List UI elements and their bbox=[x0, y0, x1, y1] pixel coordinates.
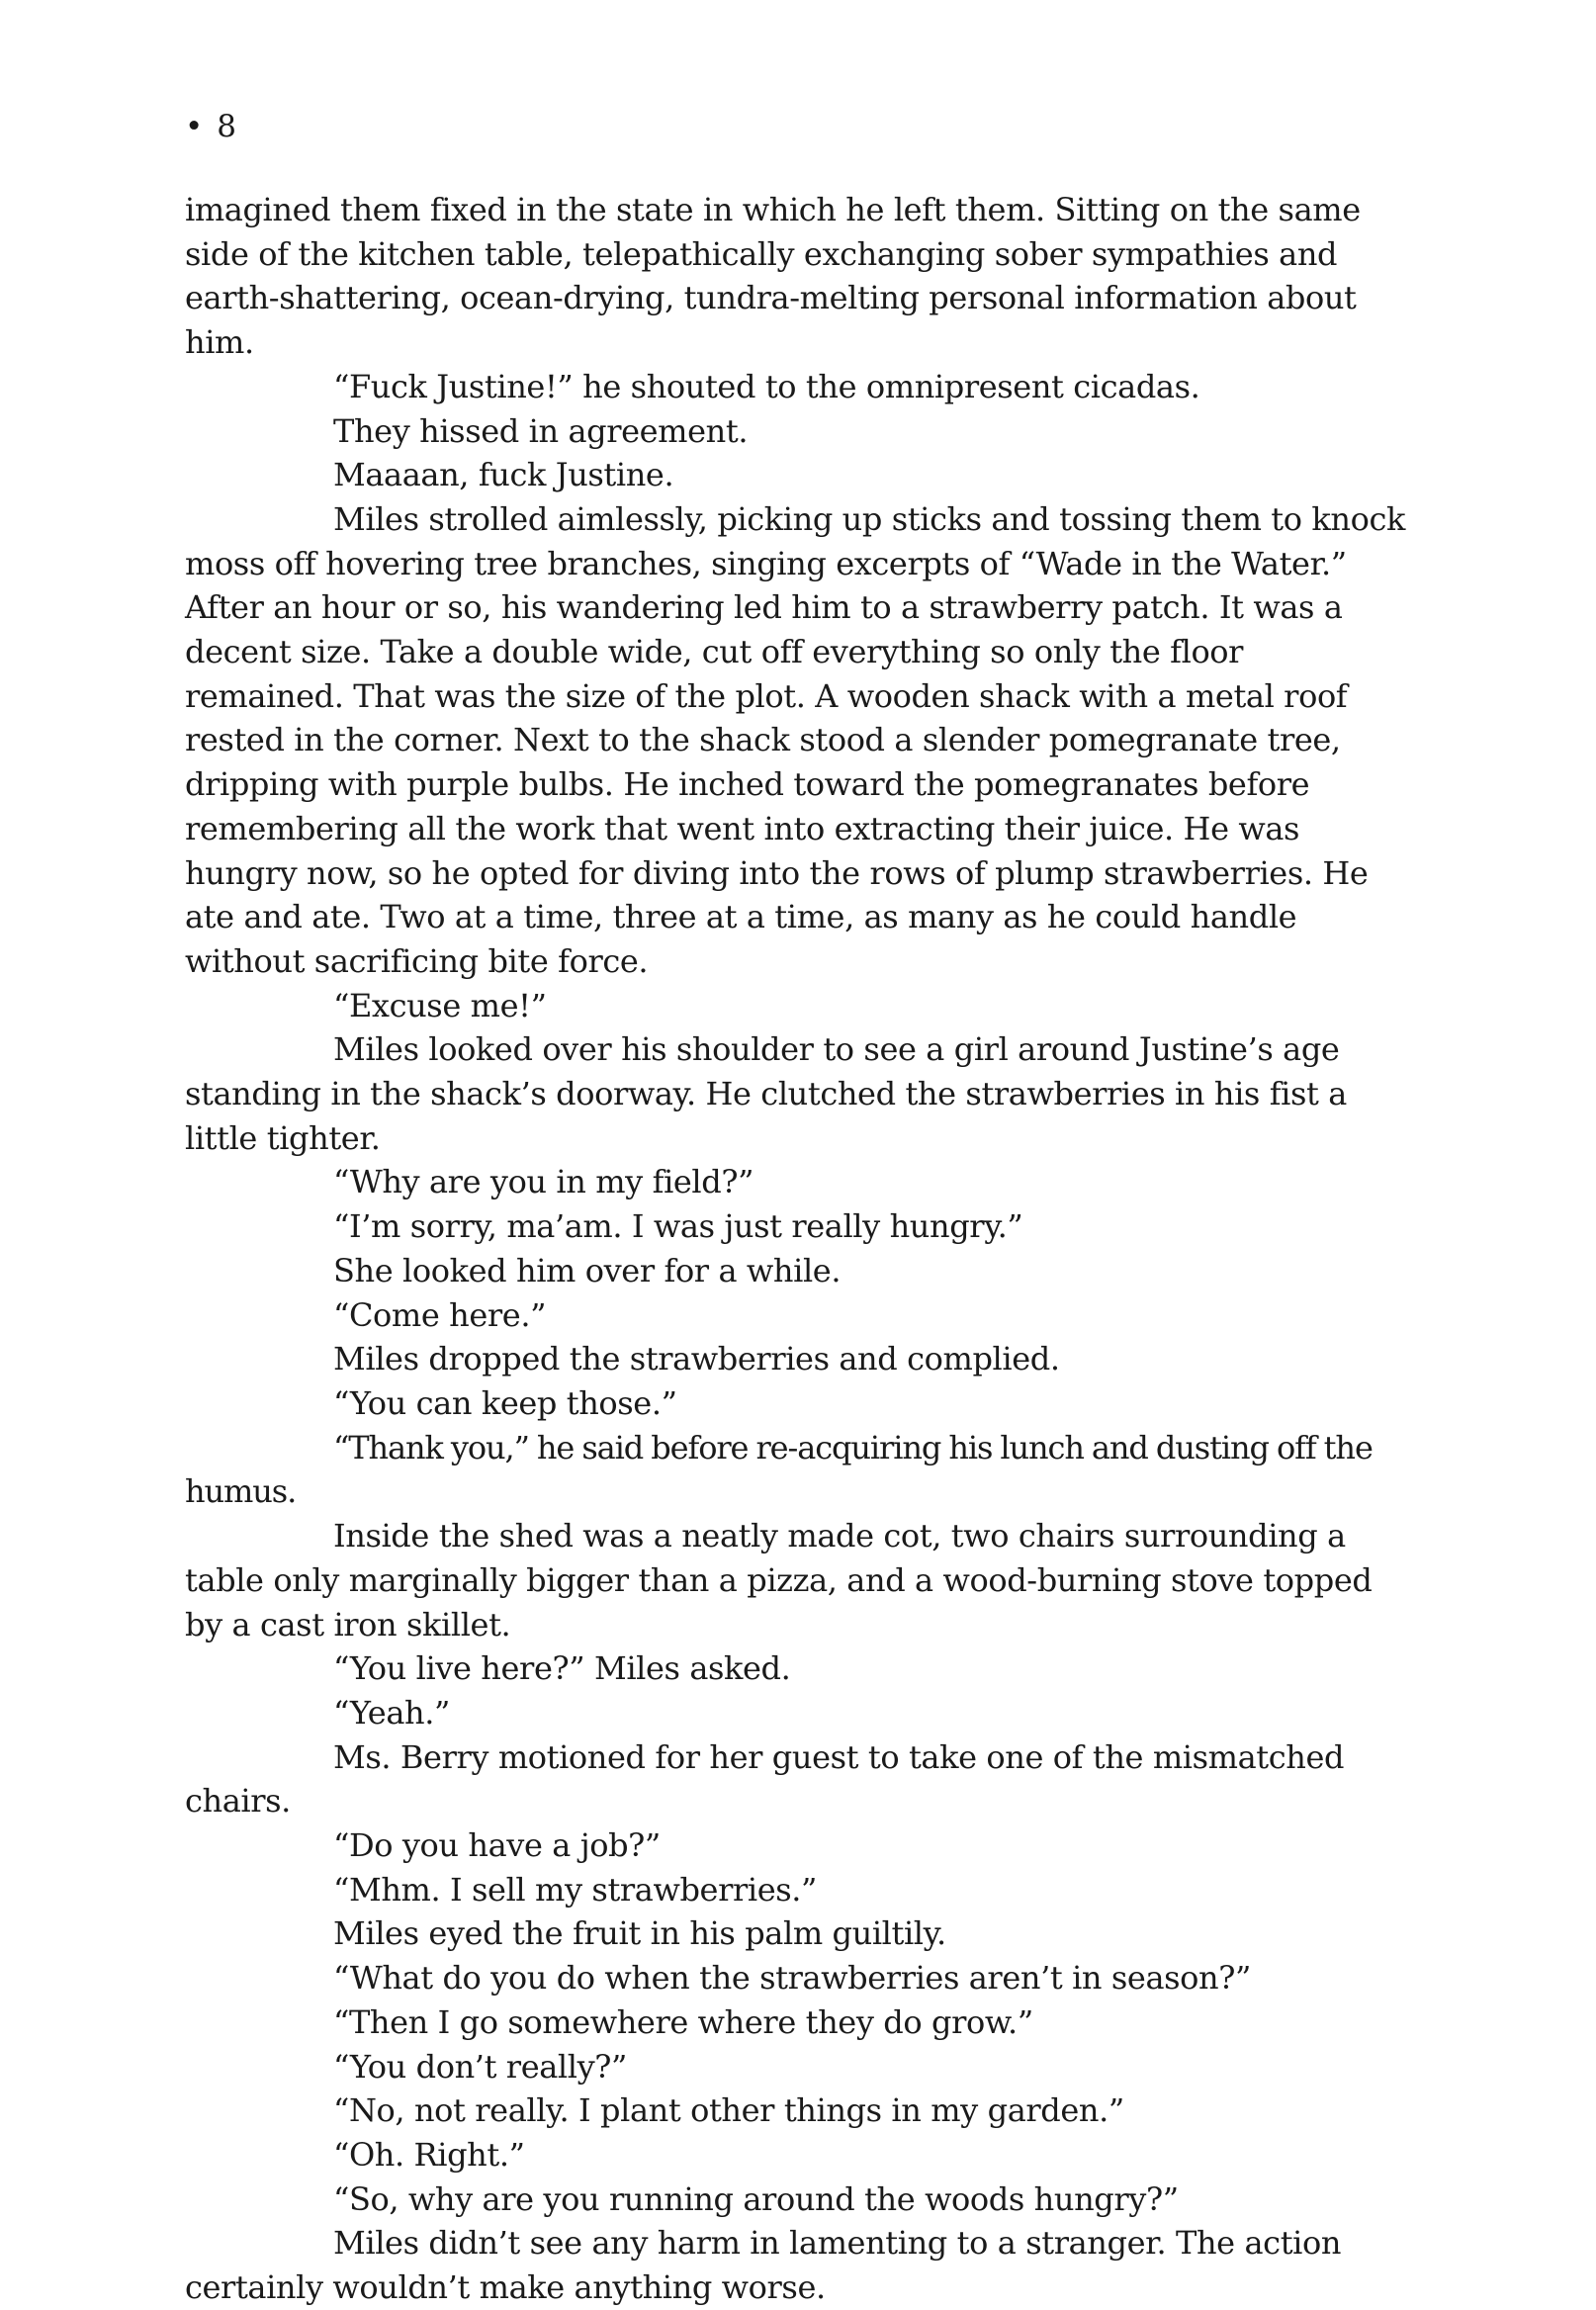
paragraph: Miles didn’t see any harm in lamenting to a stranger. The action certainly wouldn’t make anything worse. bbox=[185, 2224, 1342, 2307]
paragraph: “You can keep those.” bbox=[333, 1383, 677, 1422]
paragraph: “Fuck Justine!” he shouted to the omnipresent cicadas. bbox=[333, 367, 1200, 405]
paragraph: imagined them fixed in the state in which he left them. Sitting on the same side of the kitchen table, telepathically exchanging sober sympathies and earth-shattering, ocean-drying, tundra-melting personal information about him. bbox=[185, 191, 1361, 362]
paragraph: “Excuse me!” bbox=[333, 986, 547, 1024]
page-body-text bbox=[185, 188, 1411, 2310]
paragraph: They hissed in agreement. bbox=[333, 411, 749, 450]
paragraph: “Do you have a job?” bbox=[333, 1826, 661, 1865]
paragraph: Miles strolled aimlessly, picking up sticks and tossing them to knock moss off hovering tree branches, singing excerpts of “Wade in the Water.” After an hour or so, his wandering led him to a strawberry patch. It was a decent size. Take a double wide, cut off everything so only the floor remained. That was the size of the plot. A wooden shack with a metal roof rested in the corner. Next to the shack stood a slender pomegranate tree, dripping with purple bulbs. He inched toward the pomegranates before remembering all the work that went into extracting their juice. He was hungry now, so he opted for diving into the rows of plump strawberries. He ate and ate. Two at a time, three at a time, as many as he could handle without sacrificing bite force. bbox=[185, 499, 1405, 980]
paragraph: Miles dropped the strawberries and complied. bbox=[333, 1340, 1060, 1378]
paragraph: “What do you do when the strawberries aren’t in season?” bbox=[333, 1959, 1251, 1998]
paragraph: “I’m sorry, ma’am. I was just really hungry.” bbox=[333, 1207, 1023, 1246]
paragraph: “Oh. Right.” bbox=[333, 2135, 525, 2174]
paragraph: She looked him over for a while. bbox=[333, 1251, 842, 1289]
paragraph: Miles eyed the fruit in his palm guiltily. bbox=[333, 1914, 946, 1953]
page-bullet: • bbox=[185, 109, 204, 144]
page-number: 8 bbox=[217, 109, 237, 144]
paragraph: “Yeah.” bbox=[333, 1693, 450, 1732]
paragraph: “Why are you in my field?” bbox=[333, 1163, 754, 1201]
paragraph: Maaaan, fuck Justine. bbox=[333, 456, 674, 494]
paragraph: Miles looked over his shoulder to see a girl around Justine’s age standing in the shack’s doorway. He clutched the strawberries in his fist a little tighter. bbox=[185, 1030, 1347, 1157]
paragraph: “Then I go somewhere where they do grow.” bbox=[333, 2002, 1033, 2041]
paragraph: “So, why are you running around the woods hungry?” bbox=[333, 2179, 1179, 2218]
paragraph: “You don’t really?” bbox=[333, 2047, 627, 2086]
paragraph: “You live here?” Miles asked. bbox=[333, 1649, 791, 1688]
paragraph: Ms. Berry motioned for her guest to take one of the mismatched chairs. bbox=[185, 1737, 1345, 1821]
page-header bbox=[185, 107, 236, 146]
paragraph: “Thank you,” he said before re-acquiring his lunch and dusting off the humus. bbox=[185, 1428, 1373, 1511]
paragraph: “Come here.” bbox=[333, 1295, 547, 1334]
paragraph: “Mhm. I sell my strawberries.” bbox=[333, 1870, 818, 1909]
paragraph: Inside the shed was a neatly made cot, two chairs surrounding a table only marginally bigger than a pizza, and a wood-burning stove topped by a cast iron skillet. bbox=[185, 1517, 1373, 1644]
paragraph: “No, not really. I plant other things in my garden.” bbox=[333, 2091, 1124, 2130]
